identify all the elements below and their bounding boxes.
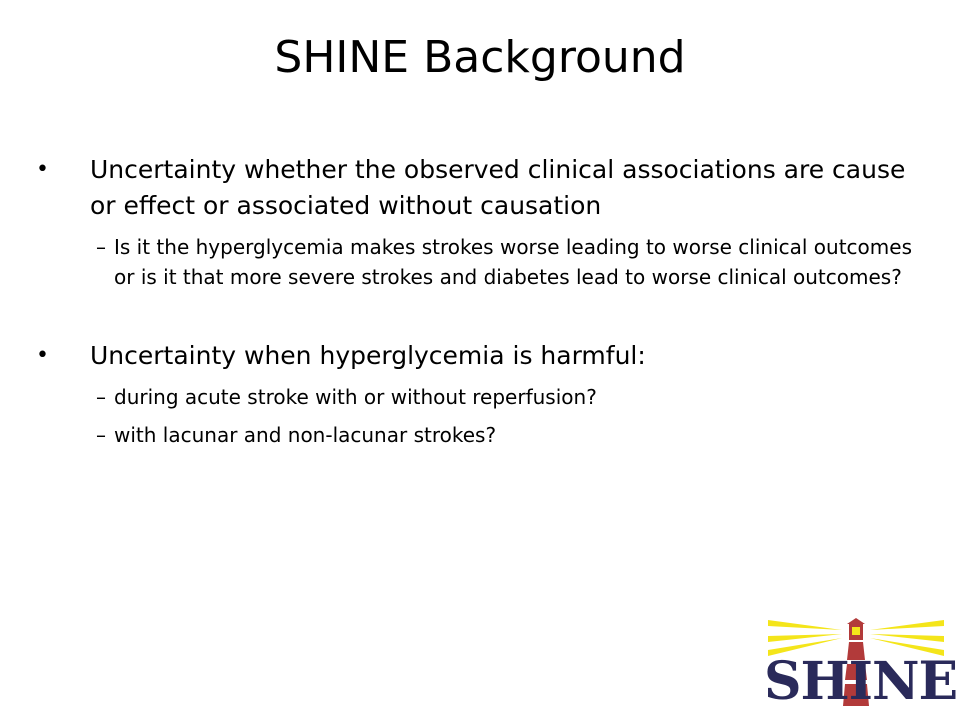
sub-bullet-text: Is it the hyperglycemia makes strokes worse leading to worse clinical outcomes or is it that more severe strokes and diabetes lead to worse clinical outcomes? [114,235,912,289]
bullet-item [36,152,916,224]
sub-bullet-item [36,232,916,292]
dash-icon: – [96,423,106,447]
dash-icon: – [96,385,106,409]
sub-bullet-text: with lacunar and non-lacunar strokes? [114,423,497,447]
bullet-icon: • [36,343,49,368]
bullet-text: Uncertainty whether the observed clinical associations are cause or effect or associated without causation [90,155,906,220]
shine-logo [764,616,958,716]
bullet-text: Uncertainty when hyperglycemia is harmful: [90,341,646,370]
bullet-icon: • [36,157,49,182]
slide-content [36,152,916,450]
dash-icon: – [96,235,106,259]
slide-title: SHINE Background [274,32,686,83]
logo-text: SHINE [764,651,958,712]
bullet-item [36,338,916,374]
sub-bullet-item [36,382,916,412]
sub-bullet-text: during acute stroke with or without reperfusion? [114,385,597,409]
sub-bullet-item [36,420,916,450]
